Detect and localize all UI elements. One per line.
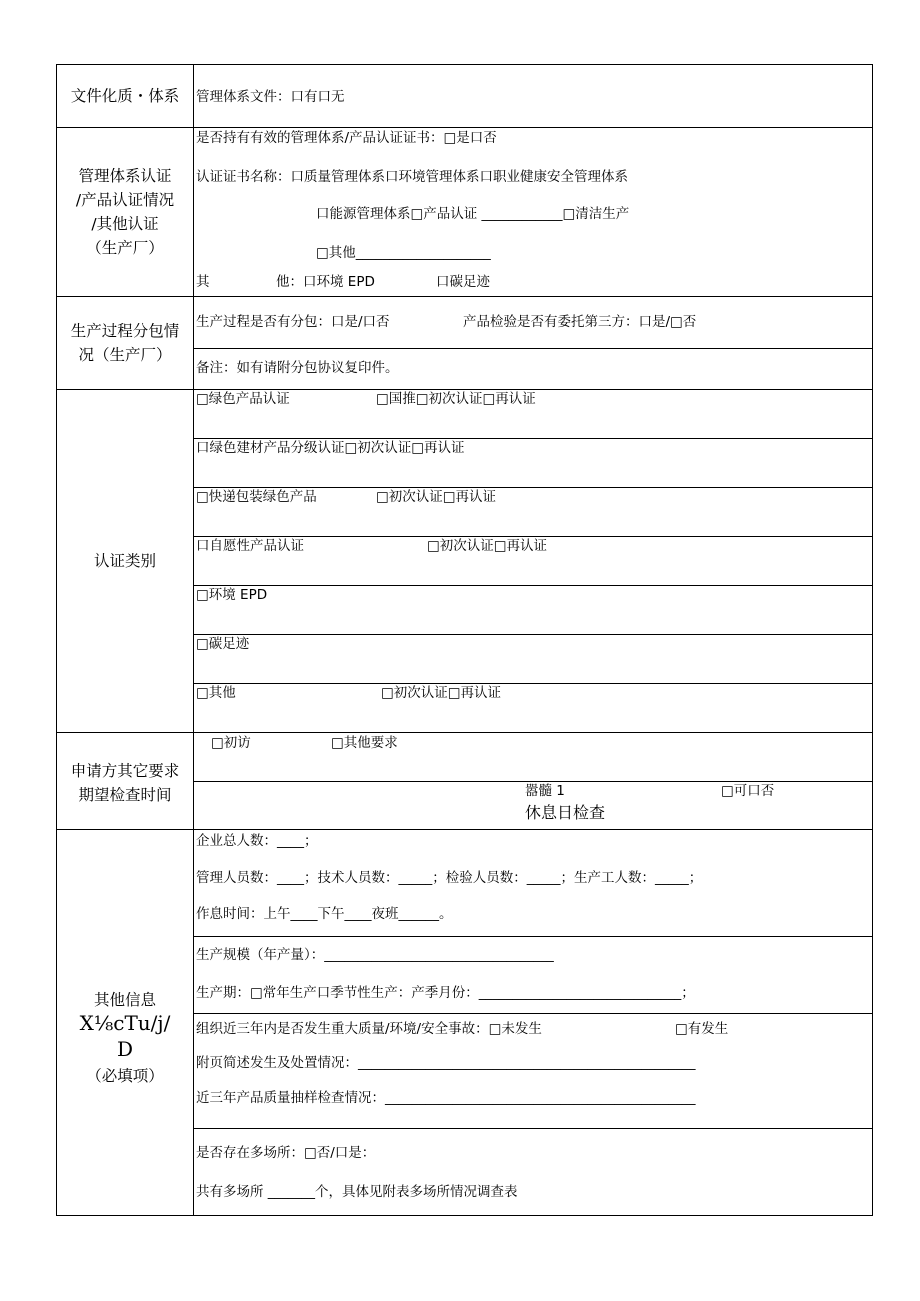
label-cert-status-line3: /其他认证 bbox=[91, 215, 159, 233]
total-staff-field[interactable]: 企业总人数：____； bbox=[196, 833, 318, 849]
first-visit-checkbox[interactable]: □初访 bbox=[211, 735, 251, 751]
row-divider bbox=[193, 1013, 873, 1014]
label-cert-category: 认证类别 bbox=[93, 552, 156, 570]
label-subcontract-line1: 生产过程分包情 bbox=[70, 322, 180, 340]
category-voluntary[interactable]: 口自愿性产品认证 bbox=[196, 538, 304, 554]
label-cert-status-line2: /产品认证情况 bbox=[75, 191, 175, 209]
label-other-requirements: 申请方其它要求 bbox=[70, 762, 180, 780]
accident-description-field[interactable]: 附页简述发生及处置情况：__________________________________________________ bbox=[196, 1055, 696, 1071]
category-other[interactable]: □其他 bbox=[196, 685, 236, 701]
label-cert-status-line4: （生产厂） bbox=[86, 239, 164, 257]
multi-site-count-field[interactable]: 共有多场所 _______个，具体见附表多场所情况调查表 bbox=[196, 1184, 518, 1200]
row-divider bbox=[193, 936, 873, 937]
category-voluntary-options[interactable]: □初次认证□再认证 bbox=[427, 538, 548, 554]
other-certs-epd[interactable]: 他：口环境 EPD bbox=[276, 274, 375, 290]
label-cert-status-line1: 管理体系认证 bbox=[78, 167, 172, 185]
category-green-product[interactable]: □绿色产品认证 bbox=[196, 391, 290, 407]
work-hours-field[interactable]: 作息时间：上午____下午____夜班______。 bbox=[196, 906, 453, 922]
category-green-product-options[interactable]: □国推□初次认证□再认证 bbox=[376, 391, 536, 407]
row-divider bbox=[56, 732, 873, 733]
third-party-inspection-field[interactable]: 产品检验是否有委托第三方：口是/□否 bbox=[463, 314, 697, 330]
doc-system-field[interactable]: 管理体系文件：口有口无 bbox=[196, 89, 345, 105]
column-divider bbox=[193, 64, 194, 1216]
cert-holding-field[interactable]: 是否持有有效的管理体系/产品认证证书：□是口否 bbox=[196, 130, 497, 146]
category-other-options[interactable]: □初次认证□再认证 bbox=[381, 685, 502, 701]
subcontract-note: 备注：如有请附分包协议复印件。 bbox=[196, 360, 399, 376]
accidents-yes-checkbox[interactable]: □有发生 bbox=[675, 1021, 729, 1037]
label-required: （必填项） bbox=[86, 1067, 164, 1085]
category-express-packaging[interactable]: □快递包装绿色产品 bbox=[196, 489, 317, 505]
row-divider bbox=[193, 683, 873, 684]
production-period-field[interactable]: 生产期：□常年生产口季节性生产：产季月份：______________________________； bbox=[196, 985, 695, 1001]
label-other-info-garbled: X⅛cTu/j/ bbox=[79, 1011, 171, 1035]
category-green-building[interactable]: 口绿色建材产品分级认证□初次认证□再认证 bbox=[196, 440, 465, 456]
other-certs-prefix: 其 bbox=[196, 274, 210, 290]
staff-breakdown-field[interactable]: 管理人员数：____；技术人员数：_____；检验人员数：_____；生产工人数：_____； bbox=[196, 870, 703, 886]
holiday-inspection-label: 休息日检查 bbox=[525, 803, 606, 822]
expected-time-code: 嚣髓 1 bbox=[525, 783, 565, 799]
row-divider bbox=[193, 348, 873, 349]
sampling-inspection-field[interactable]: 近三年产品质量抽样检查情况：______________________________________________ bbox=[196, 1090, 696, 1106]
other-certs-carbon[interactable]: 口碳足迹 bbox=[436, 274, 490, 290]
accidents-field[interactable]: 组织近三年内是否发生重大质量/环境/安全事故：□未发生 bbox=[196, 1021, 542, 1037]
production-scale-field[interactable]: 生产规模（年产量）：__________________________________ bbox=[196, 947, 554, 963]
row-divider bbox=[193, 634, 873, 635]
label-subcontract-line2: 况（生产厂） bbox=[78, 346, 172, 364]
row-divider bbox=[56, 829, 873, 830]
row-divider bbox=[56, 127, 873, 128]
multi-site-field[interactable]: 是否存在多场所：□否/口是： bbox=[196, 1145, 376, 1161]
cert-names-field-2[interactable]: 口能源管理体系□产品认证 ____________□清洁生产 bbox=[316, 206, 630, 222]
cert-names-field[interactable]: 认证证书名称：口质量管理体系口环境管理体系口职业健康安全管理体系 bbox=[196, 169, 628, 185]
holiday-inspection-options[interactable]: □可口否 bbox=[721, 783, 775, 799]
row-divider bbox=[193, 1128, 873, 1129]
category-express-packaging-options[interactable]: □初次认证□再认证 bbox=[376, 489, 497, 505]
cert-other-field[interactable]: □其他____________________ bbox=[316, 245, 491, 261]
label-other-info: 其他信息 bbox=[93, 991, 156, 1009]
row-divider bbox=[193, 585, 873, 586]
label-expected-time: 期望检查时间 bbox=[78, 786, 172, 804]
category-carbon[interactable]: □碳足迹 bbox=[196, 636, 250, 652]
other-requirements-checkbox[interactable]: □其他要求 bbox=[331, 735, 398, 751]
row-divider bbox=[56, 296, 873, 297]
subcontract-field[interactable]: 生产过程是否有分包：口是/口否 bbox=[196, 314, 390, 330]
label-doc-system: 文件化质・体系 bbox=[70, 87, 180, 105]
label-other-info-garbled-2: D bbox=[116, 1037, 134, 1061]
category-epd[interactable]: □环境 EPD bbox=[196, 587, 268, 603]
